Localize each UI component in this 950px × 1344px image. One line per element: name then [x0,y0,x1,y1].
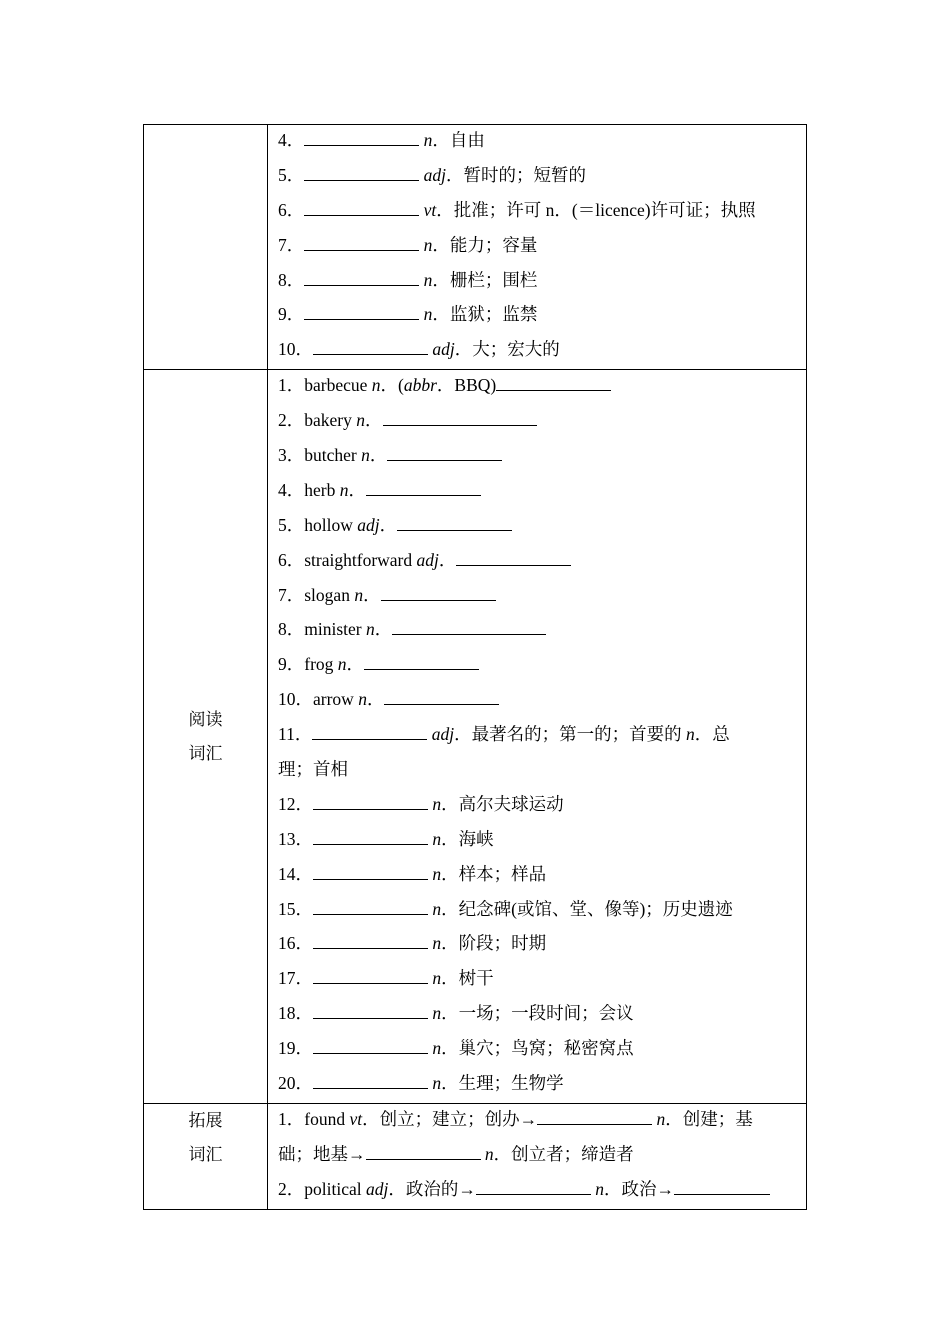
meaning: 础；地基→ [278,1143,366,1164]
list-item [278,299,796,334]
meaning: 理；首相 [278,759,348,780]
list-item [278,405,796,440]
part-of-speech: n [337,654,347,675]
item-number: 13． [278,828,313,849]
punct: ． [366,689,385,710]
part-of-speech: n [339,479,349,500]
list-item [278,894,796,929]
word: frog [304,654,338,675]
list-item [278,1174,796,1209]
punct: ． [363,584,381,605]
answer-blank[interactable] [304,233,419,251]
part-of-speech: adj [357,514,380,535]
meaning: ．阶段；时期 [441,933,547,954]
list-item [278,859,796,894]
meaning: ．大；宏大的 [454,339,560,360]
item-number: 18． [278,1003,313,1024]
part-of-speech: vt [423,199,437,220]
part-of-speech: n [656,1108,666,1129]
answer-blank[interactable] [392,617,546,635]
part-of-speech: adj [432,339,455,360]
part-of-speech: n [432,968,442,989]
answer-blank[interactable] [313,862,428,880]
punct: ． [348,479,366,500]
part-of-speech: n [432,793,442,814]
item-number: 11． [278,724,313,745]
item-number: 10． [278,689,313,710]
list-item [278,160,796,195]
list-item [278,510,796,545]
item-number: 6． [278,199,305,220]
word: butcher [304,445,362,466]
punct: ．( [380,375,404,396]
meaning: ．最著名的；第一的；首要的 [454,724,686,745]
answer-blank[interactable] [384,687,499,705]
word: found [304,1108,350,1129]
item-number: 15． [278,898,313,919]
answer-blank[interactable] [313,1036,428,1054]
meaning: ．一场；一段时间；会议 [441,1003,634,1024]
item-number: 1． [278,1108,305,1129]
item-number: 12． [278,793,313,814]
part-of-speech: n [484,1143,494,1164]
meaning: ．海峡 [441,828,494,849]
part-of-speech: n [358,689,367,710]
meaning: ．高尔夫球运动 [441,793,564,814]
meaning: ．创立者；缔造者 [493,1143,634,1164]
list-item [278,1033,796,1068]
list-item [278,125,796,160]
abbr-label: abbr [403,375,437,396]
list-item [278,195,796,230]
answer-blank[interactable] [537,1107,652,1125]
answer-blank[interactable] [366,1142,481,1160]
category-cell [144,370,268,1104]
category-label: 词汇 [188,743,223,764]
answer-blank[interactable] [313,1001,428,1019]
category-label: 词汇 [188,1144,223,1165]
table-row [144,370,807,1104]
item-number: 2． [278,1178,305,1199]
answer-blank[interactable] [304,163,419,181]
answer-blank[interactable] [313,897,428,915]
item-number: 6． [278,549,305,570]
part-of-speech: adj [431,724,455,745]
items-cell [268,125,807,370]
meaning: ．创建；基 [665,1108,753,1129]
part-of-speech: n [432,1003,442,1024]
meaning: ．生理；生物学 [441,1073,564,1094]
part-of-speech: n [423,130,433,150]
item-number: 1． [278,375,305,396]
answer-blank[interactable] [364,652,479,670]
item-number: 8． [278,619,305,640]
list-item [278,545,796,580]
list-item [278,789,796,824]
word: political [304,1178,366,1199]
item-number: 7． [278,584,305,605]
part-of-speech: n [423,269,433,290]
word: barbecue [304,375,372,396]
punct: ． [438,549,457,570]
word: minister [304,619,366,640]
meaning: ．样本；样品 [441,863,547,884]
item-number: 3． [278,445,305,466]
meaning: ．批准；许可 n．(＝licence)许可证；执照 [436,199,756,220]
list-item [278,1068,796,1103]
list-item [278,719,796,754]
item-number: 5． [278,514,305,535]
part-of-speech: n [356,410,365,431]
answer-blank[interactable] [313,827,428,845]
part-of-speech: n [371,375,381,396]
word: straightforward [304,549,417,570]
list-item [278,475,796,510]
part-of-speech: n [432,863,442,884]
answer-blank[interactable] [381,583,496,601]
part-of-speech: n [432,1073,442,1094]
meaning: ．自由 [432,130,485,150]
list-item [278,824,796,859]
answer-blank[interactable] [674,1177,770,1195]
item-number: 9． [278,654,305,675]
item-number: 14． [278,863,313,884]
part-of-speech: n [432,933,442,954]
item-number: 17． [278,968,313,989]
word: slogan [304,584,355,605]
list-item [278,265,796,300]
part-of-speech: n [423,304,433,325]
meaning: ．创立；建立；创办→ [362,1108,538,1129]
answer-blank[interactable] [383,408,537,426]
item-number: 4． [278,130,305,150]
list-item [278,614,796,649]
list-item [278,440,796,475]
list-item-continuation [278,754,796,789]
items-cell [268,370,807,1104]
item-number: 9． [278,304,305,325]
items-cell [268,1103,807,1209]
punct: ． [346,654,365,675]
part-of-speech: n [365,619,375,640]
meaning: ．树干 [441,968,494,989]
punct: ． [374,619,393,640]
answer-blank[interactable] [456,548,571,566]
meaning: ．栅栏；围栏 [432,269,538,290]
item-number: 5． [278,164,305,185]
list-item [278,1104,796,1139]
meaning: ．纪念碑(或馆、堂、像等)；历史遗迹 [441,898,733,919]
list-item-continuation [278,1139,796,1174]
list-item [278,334,796,369]
answer-blank[interactable] [313,931,428,949]
list-item [278,928,796,963]
part-of-speech: n [432,898,442,919]
item-number: 4． [278,479,305,500]
meaning: ．政治的→ [388,1178,476,1199]
item-number: 16． [278,933,313,954]
part-of-speech: vt [349,1108,363,1129]
part-of-speech: n [685,724,695,745]
category-cell [144,1103,268,1209]
part-of-speech: n [423,234,433,255]
item-number: 8． [278,269,305,290]
category-cell-empty [144,125,268,370]
part-of-speech: n [432,828,442,849]
answer-blank[interactable] [304,128,419,146]
category-label: 拓展 [188,1110,223,1131]
category-label: 阅读 [188,709,223,730]
part-of-speech: adj [365,1178,389,1199]
list-item [278,370,796,405]
answer-blank[interactable] [304,302,419,320]
punct: ． [369,445,388,466]
punct: ． [379,514,398,535]
list-item [278,998,796,1033]
part-of-speech: adj [423,164,446,185]
meaning: ．监狱；监禁 [432,304,538,325]
list-item [278,580,796,615]
meaning: ．政治→ [603,1178,674,1199]
answer-blank[interactable] [313,966,428,984]
answer-blank[interactable] [366,478,481,496]
meaning: ．巢穴；鸟窝；秘密窝点 [441,1038,634,1059]
table-row [144,125,807,370]
item-number: 2． [278,410,305,431]
list-item [278,649,796,684]
list-item [278,684,796,719]
answer-blank[interactable] [313,337,428,355]
item-number: 10． [278,339,313,360]
answer-blank[interactable] [312,722,427,740]
part-of-speech: n [432,1038,442,1059]
list-item [278,963,796,998]
answer-blank[interactable] [397,513,512,531]
table-row [144,1103,807,1209]
item-number: 20． [278,1073,313,1094]
word: arrow [313,689,359,710]
vocabulary-table [143,124,807,1210]
word: bakery [304,410,357,431]
part-of-speech: adj [416,549,439,570]
part-of-speech: n [595,1178,604,1199]
word: hollow [304,514,358,535]
answer-blank[interactable] [387,443,502,461]
item-number: 7． [278,234,305,255]
abbr-value: ．BBQ) [436,375,497,396]
list-item [278,230,796,265]
meaning: ．暂时的；短暂的 [446,164,586,185]
answer-blank[interactable] [304,198,419,216]
answer-blank[interactable] [313,1071,428,1089]
answer-blank[interactable] [304,268,419,286]
part-of-speech: n [354,584,364,605]
item-number: 19． [278,1038,313,1059]
meaning: ．能力；容量 [432,234,538,255]
part-of-speech: n [361,445,370,466]
answer-blank[interactable] [496,373,611,391]
meaning: ．总 [694,724,730,745]
answer-blank[interactable] [313,792,428,810]
answer-blank[interactable] [476,1177,591,1195]
punct: ． [365,410,383,431]
word: herb [304,479,340,500]
